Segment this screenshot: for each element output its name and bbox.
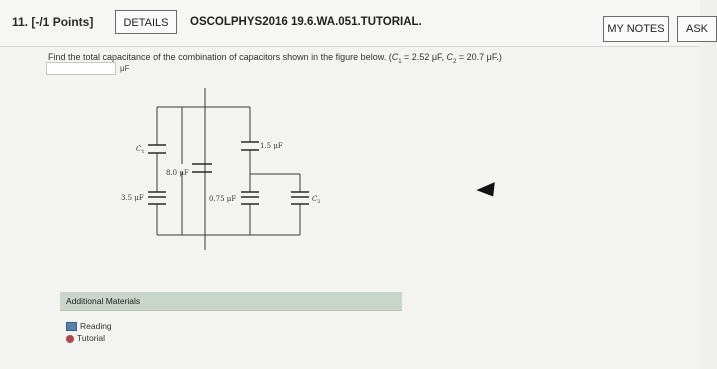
c1-label: $C_1$: [136, 145, 145, 155]
details-button[interactable]: DETAILS: [115, 10, 177, 34]
reading-link[interactable]: Reading: [66, 321, 112, 331]
answer-input[interactable]: [46, 62, 116, 75]
capacitor-circuit-figure: [110, 80, 340, 250]
tutorial-link[interactable]: Tutorial: [66, 333, 105, 343]
c2-label: $C_2$: [312, 195, 321, 205]
cap-8-label: 8.0 μF: [166, 169, 189, 177]
my-notes-button[interactable]: MY NOTES: [603, 16, 669, 42]
unit-label: μF: [120, 64, 130, 73]
question-prompt: Find the total capacitance of the combination of capacitors shown in the figure below. ($C_1 = 2.52$ μF, $C_2 = 20.7$ μF.): [48, 52, 502, 65]
question-header: [0, 0, 709, 47]
additional-materials-bar: [60, 292, 402, 311]
cap-075-label: 0.75 μF: [209, 195, 237, 203]
question-number: 11. [-/1 Points]: [12, 15, 94, 29]
ask-button[interactable]: ASK: [677, 16, 717, 42]
reading-icon: [66, 322, 77, 331]
cap-35-label: 3.5 μF: [121, 194, 144, 202]
tutorial-icon: [66, 335, 74, 343]
question-code: OSCOLPHYS2016 19.6.WA.051.TUTORIAL.: [190, 16, 422, 28]
cap-15-label: 1.5 μF: [260, 142, 283, 150]
additional-materials-title: Additional Materials: [66, 296, 141, 306]
mouse-pointer-icon: [478, 178, 500, 200]
